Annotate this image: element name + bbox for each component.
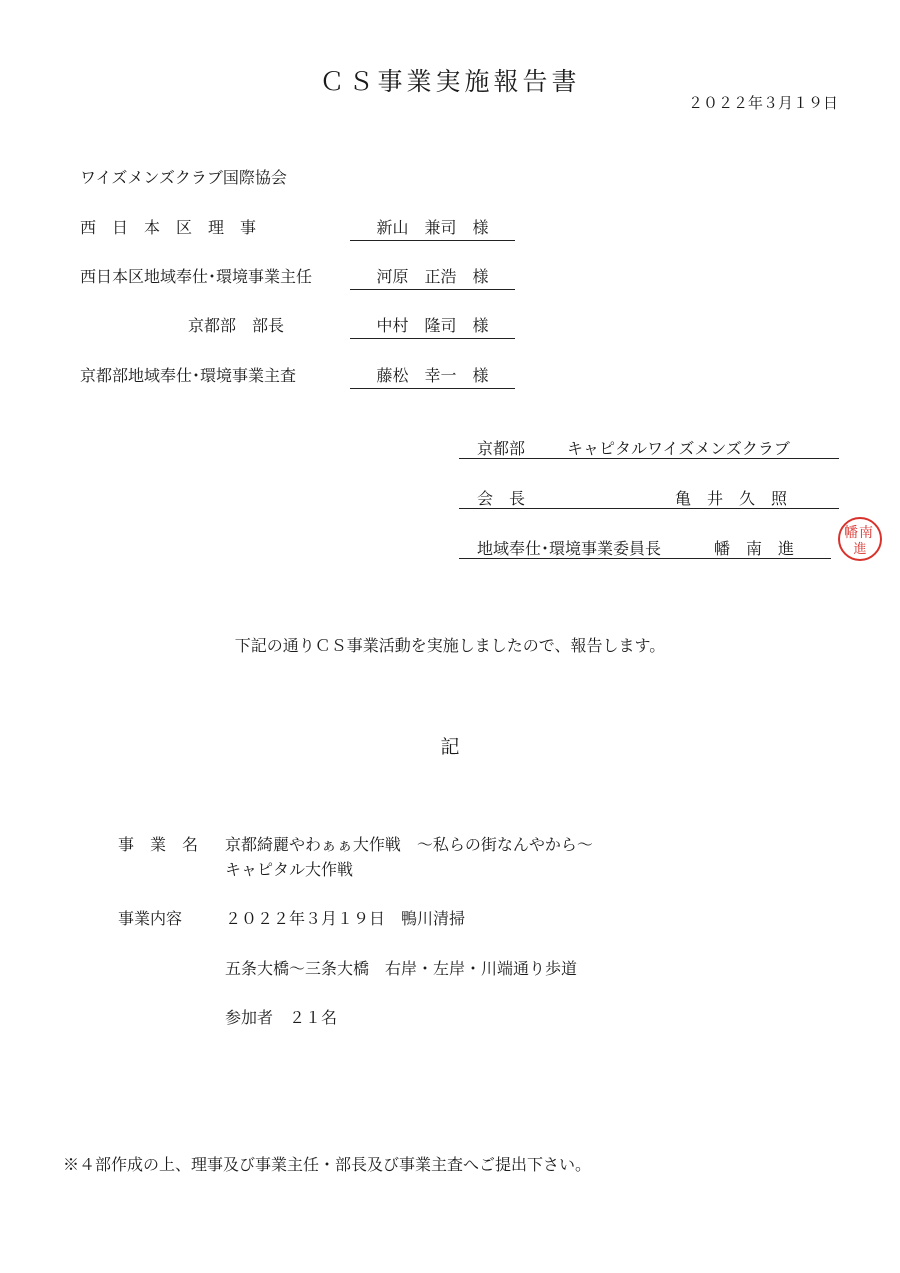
event-name-label: 事 業 名 <box>118 835 199 854</box>
event-content-line-1: ２０２２年３月１９日 鴨川清掃 <box>225 909 466 928</box>
sender-chair-name: 幡 南 進 <box>714 539 795 558</box>
event-content-label: 事業内容 <box>118 909 183 928</box>
sender-president-line <box>459 486 839 509</box>
addressee-name-2: 河原 正浩 様 <box>350 264 515 290</box>
addressee-name-4: 藤松 幸一 様 <box>350 363 515 389</box>
event-content-line-3: 参加者 ２１名 <box>225 1008 338 1027</box>
event-name-line-2: キャピタル大作戦 <box>225 860 354 879</box>
addressee-name-1: 新山 兼司 様 <box>350 215 515 241</box>
svg-text:幡: 幡 <box>844 525 858 541</box>
sender-chair-line <box>459 536 831 559</box>
svg-text:南: 南 <box>859 525 873 541</box>
sender-president-title: 会 長 <box>477 489 526 508</box>
event-name-line-1: 京都綺麗やわぁぁ大作戦 ～私らの街なんやから～ <box>225 835 593 854</box>
personal-seal-stamp <box>836 515 884 563</box>
sender-club-name: キャピタルワイズメンズクラブ <box>567 439 790 458</box>
document-title: ＣＳ事業実施報告書 <box>319 67 581 96</box>
ki-heading: 記 <box>440 736 460 758</box>
recipient-organization: ワイズメンズクラブ国際協会 <box>80 168 287 187</box>
svg-text:進: 進 <box>853 542 867 557</box>
sender-chair-title: 地域奉仕･環境事業委員長 <box>477 539 662 558</box>
addressee-name-3: 中村 隆司 様 <box>350 313 515 339</box>
sender-president-name: 亀 井 久 照 <box>675 489 788 508</box>
addressee-role-4: 京都部地域奉仕･環境事業主査 <box>80 366 297 385</box>
lead-sentence: 下記の通りＣＳ事業活動を実施しましたので、報告します。 <box>234 636 666 655</box>
footnote: ※４部作成の上、理事及び事業主任・部長及び事業主査へご提出下さい。 <box>63 1155 592 1174</box>
sender-club-prefix: 京都部 <box>477 439 526 458</box>
addressee-role-2: 西日本区地域奉仕･環境事業主任 <box>80 267 313 286</box>
sender-club-line <box>459 436 839 459</box>
event-content-line-2: 五条大橋～三条大橋 右岸・左岸・川端通り歩道 <box>225 959 578 978</box>
addressee-role-3: 京都部 部長 <box>188 316 285 335</box>
document-date: ２０２２年３月１９日 <box>687 94 838 112</box>
addressee-role-1: 西 日 本 区 理 事 <box>80 218 257 237</box>
